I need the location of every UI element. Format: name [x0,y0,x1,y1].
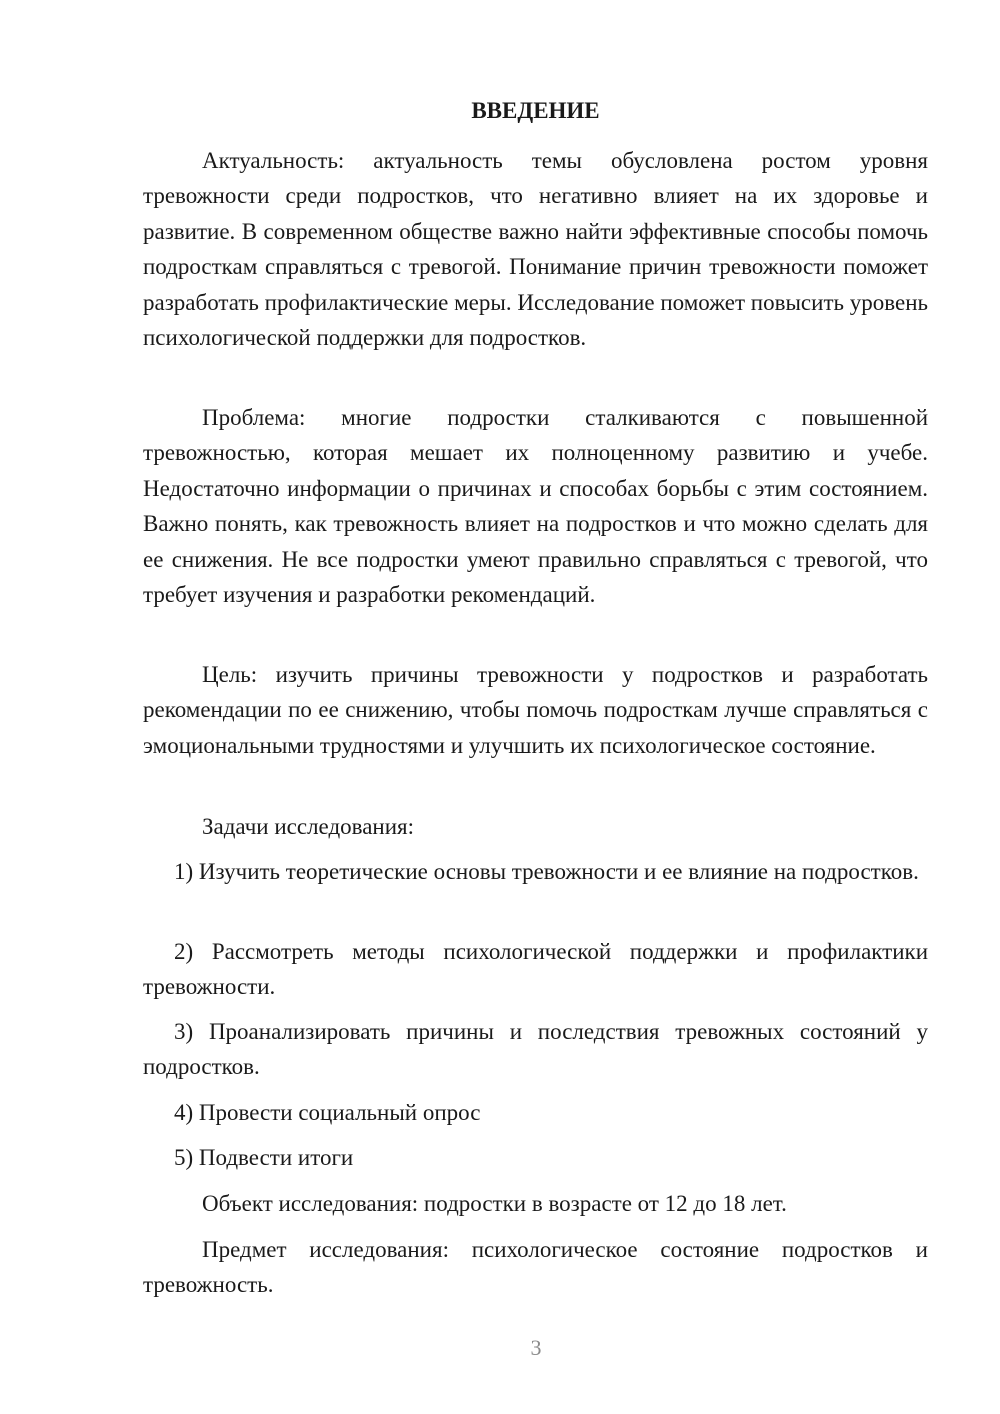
page-number: 3 [530,1335,542,1360]
problem-paragraph: Проблема: многие подростки сталкиваются с повышенной тревожностью, которая мешает их полноценному развитию и учебе. Недостаточно информации о причинах и способах борьбы с этим состоянием. Важно понять, как тревожность влияет на подростков и что можно сделать для ее снижения. Не все подростки умеют правильно справляться с тревогой, что требует изучения и разработки рекомендаций. [143,405,928,608]
relevance-paragraph: Актуальность: актуальность темы обусловлена ростом уровня тревожности среди подростков, что негативно влияет на их здоровье и развитие. В современном обществе важно найти эффективные способы помочь подросткам справляться с тревогой. Понимание причин тревожности поможет разработать профилактические меры. Исследование поможет повысить уровень психологической поддержки для подростков. [143,148,928,351]
page-title: ВВЕДЕНИЕ [471,98,600,123]
task-item-4: 4) Провести социальный опрос [174,1100,481,1125]
task-item-3: 3) Проанализировать причины и последствия тревожных состояний у подростков. [143,1019,928,1080]
task-item-1: 1) Изучить теоретические основы тревожности и ее влияние на подростков. [174,859,919,884]
task-item-5: 5) Подвести итоги [174,1145,354,1170]
goal-paragraph: Цель: изучить причины тревожности у подростков и разработать рекомендации по ее снижению, чтобы помочь подросткам лучше справляться с эмоциональными трудностями и улучшить их психологическое состояние. [143,662,928,758]
task-item-2: 2) Рассмотреть методы психологической поддержки и профилактики тревожности. [143,939,928,1000]
tasks-title: Задачи исследования: [202,814,415,839]
research-object-paragraph: Объект исследования: подростки в возрасте от 12 до 18 лет. [202,1191,787,1216]
research-subject-paragraph: Предмет исследования: психологическое состояние подростков и тревожность. [143,1237,928,1298]
